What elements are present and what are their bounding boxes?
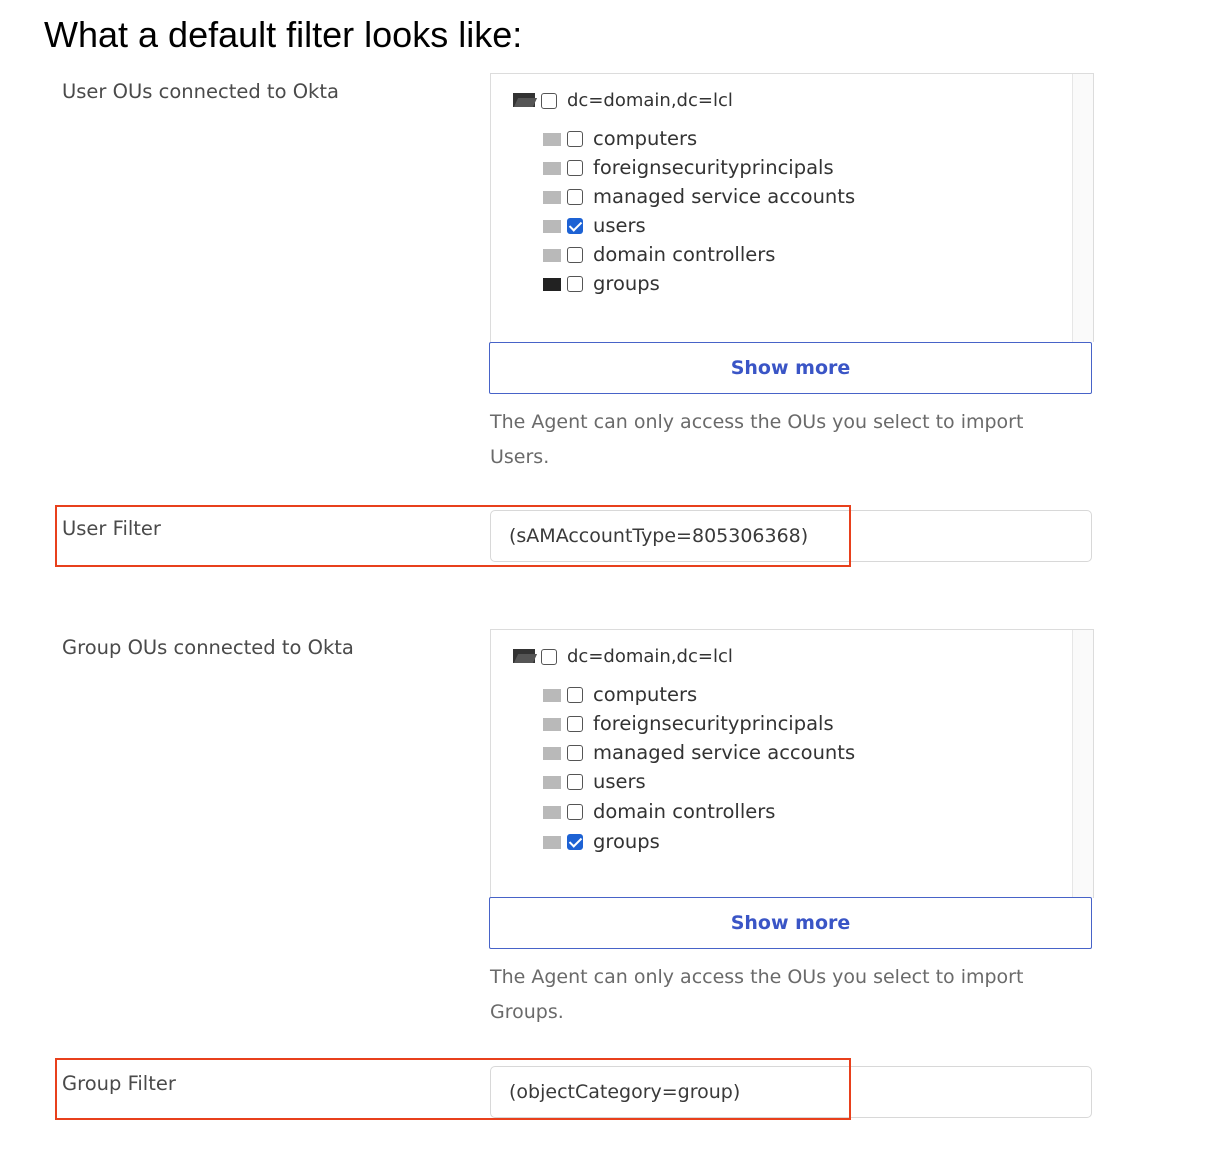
tree-root-label: dc=domain,dc=lcl xyxy=(567,90,733,111)
folder-icon xyxy=(543,747,561,760)
tree-item-label: domain controllers xyxy=(593,800,776,823)
tree-item-computers xyxy=(543,683,697,706)
group-ou-tree xyxy=(490,629,1094,898)
ou-checkbox-foreignsecurityprincipals[interactable] xyxy=(567,160,583,176)
tree-item-label: domain controllers xyxy=(593,243,776,266)
tree-item-foreignsecurityprincipals xyxy=(543,712,834,735)
tree-scrollbar[interactable] xyxy=(1072,74,1093,342)
ou-checkbox-users[interactable] xyxy=(567,774,583,790)
folder-icon xyxy=(543,191,561,204)
highlight-box xyxy=(55,1058,851,1120)
page-heading: What a default filter looks like: xyxy=(44,14,523,55)
tree-scrollbar[interactable] xyxy=(1072,630,1093,898)
ou-checkbox-root[interactable] xyxy=(541,649,557,665)
tree-item-label: computers xyxy=(593,683,698,706)
group-filter-input[interactable]: (objectCategory=group) xyxy=(490,1066,1092,1118)
tree-item-label: computers xyxy=(593,127,698,150)
tree-root-label: dc=domain,dc=lcl xyxy=(567,646,733,667)
open-folder-icon xyxy=(513,93,535,107)
open-folder-icon xyxy=(513,649,535,663)
tree-item-computers xyxy=(543,127,697,150)
ou-checkbox-users[interactable] xyxy=(567,218,583,234)
tree-root-node xyxy=(513,90,733,111)
tree-item-label: groups xyxy=(593,272,660,295)
ou-help-text: The Agent can only access the OUs you select to import Groups. xyxy=(490,966,1024,1023)
tree-item-users xyxy=(543,214,646,237)
tree-item-label: managed service accounts xyxy=(593,185,856,208)
highlight-box xyxy=(55,505,851,567)
show-more-button[interactable]: Show more xyxy=(489,897,1092,949)
folder-icon xyxy=(543,689,561,702)
folder-icon xyxy=(543,806,561,819)
show-more-button[interactable]: Show more xyxy=(489,342,1092,394)
folder-icon xyxy=(543,776,561,789)
tree-item-domain-controllers xyxy=(543,800,775,823)
tree-item-label: groups xyxy=(593,830,660,853)
ou-checkbox-computers[interactable] xyxy=(567,687,583,703)
group-filter-label: Group Filter xyxy=(62,1072,176,1095)
user-filter-input[interactable]: (sAMAccountType=805306368) xyxy=(490,510,1092,562)
tree-item-label: users xyxy=(593,770,646,793)
ou-checkbox-groups[interactable] xyxy=(567,834,583,850)
ou-checkbox-computers[interactable] xyxy=(567,131,583,147)
tree-item-groups xyxy=(543,830,660,853)
ou-checkbox-domain-controllers[interactable] xyxy=(567,804,583,820)
folder-icon xyxy=(543,278,561,291)
tree-item-label: foreignsecurityprincipals xyxy=(593,156,834,179)
folder-icon xyxy=(543,718,561,731)
folder-icon xyxy=(543,220,561,233)
tree-item-managed-service-accounts xyxy=(543,741,855,764)
ou-checkbox-managed-service-accounts[interactable] xyxy=(567,745,583,761)
user-ou-tree xyxy=(490,73,1094,342)
tree-item-label: foreignsecurityprincipals xyxy=(593,712,834,735)
ou-help-text: The Agent can only access the OUs you select to import Users. xyxy=(490,411,1024,468)
tree-item-managed-service-accounts xyxy=(543,185,855,208)
tree-item-groups xyxy=(543,272,660,295)
folder-icon xyxy=(543,249,561,262)
tree-item-label: users xyxy=(593,214,646,237)
user-filter-label: User Filter xyxy=(62,517,161,540)
ou-checkbox-foreignsecurityprincipals[interactable] xyxy=(567,716,583,732)
folder-icon xyxy=(543,836,561,849)
tree-item-domain-controllers xyxy=(543,243,775,266)
tree-item-foreignsecurityprincipals xyxy=(543,156,834,179)
folder-icon xyxy=(543,133,561,146)
user-ous-label: User OUs connected to Okta xyxy=(62,80,339,103)
folder-icon xyxy=(543,162,561,175)
ou-checkbox-root[interactable] xyxy=(541,93,557,109)
tree-item-label: managed service accounts xyxy=(593,741,856,764)
ou-checkbox-managed-service-accounts[interactable] xyxy=(567,189,583,205)
group-ous-label: Group OUs connected to Okta xyxy=(62,636,354,659)
tree-root-node xyxy=(513,646,733,667)
ou-checkbox-groups[interactable] xyxy=(567,276,583,292)
tree-item-users xyxy=(543,770,646,793)
ou-checkbox-domain-controllers[interactable] xyxy=(567,247,583,263)
